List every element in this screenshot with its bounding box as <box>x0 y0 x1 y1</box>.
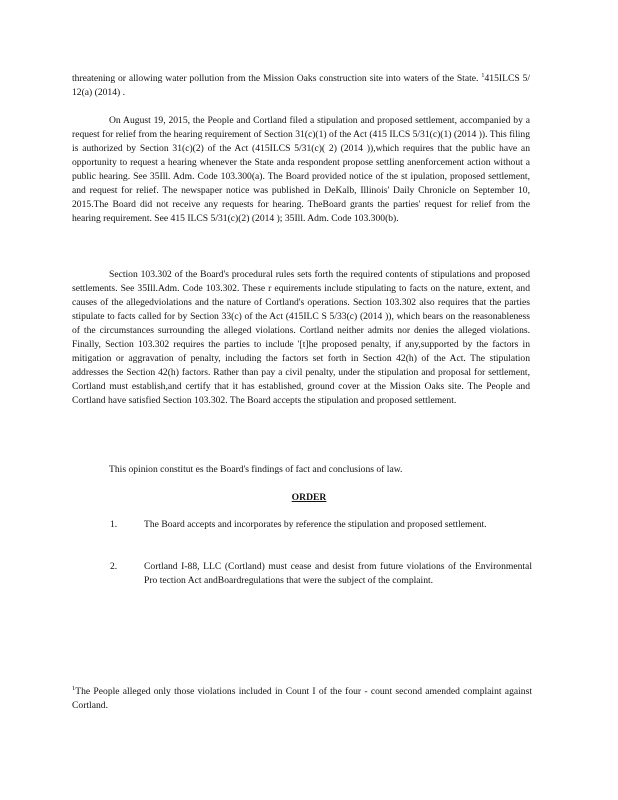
order-item-text: Cortland I-88, LLC (Cortland) must cease and desist from future violations of the Environmental Pro tection Act andBoardregulations that were the subject of the complaint. <box>144 561 532 586</box>
footnote <box>72 685 532 713</box>
paragraph-continuation <box>72 72 530 100</box>
citation-text: 415ILCS 5/ 12(a) (2014) . <box>72 73 530 98</box>
order-item-number: 2. <box>110 561 118 572</box>
paragraph-section-103-302: Section 103.302 of the Board's procedural rules sets forth the required contents of stipulations and proposed settlements. See 35Ill.Adm. Code 103.302. These r equirements include stipulating to facts on the nature, extent, and causes of the allegedviolations and the nature of Cortland's operations. Section 103.302 also requires that the parties stipulate to facts called for by Section 33(c) of the Act (415ILC S 5/33(c) (2014 )), which bears on the reasonableness of the circumstances surrounding the alleged violations. Cortland neither admits nor denies the alleged violations. Finally, Section 103.302 requires the parties to include '[t]he proposed penalty, if any,supported by the factors in mitigation or aggravation of penalty, including the factors set forth in Section 42(h) of the Act. The stipulation addresses the Section 42(h) factors. Rather than pay a civil penalty, under the stipulation and proposal for settlement, Cortland must establish,and certify that it has established, ground cover at the Mission Oaks site. The People and Cortland have satisfied Section 103.302. The Board accepts the stipulation and proposed settlement. <box>72 269 530 406</box>
paragraph-text: threatening or allowing water pollution from the Mission Oaks construction site into waters of the State. <box>72 73 482 84</box>
order-heading: ORDER <box>291 492 327 503</box>
paragraph-opinion: This opinion constitut es the Board's findings of fact and conclusions of law. <box>109 464 403 475</box>
paragraph-filing: On August 19, 2015, the People and Cortland filed a stipulation and proposed settlement, accompanied by a request for relief from the hearing requirement of Section 31(c)(1) of the Act (415 ILCS 5/31(c)(1) (2014 )). This filing is authorized by Section 31(c)(2) of the Act (415ILCS 5/31(c)( 2) (2014 )),which requires that the public have an opportunity to request a hearing whenever the State anda respondent propose settling anenforcement action without a public hearing. See 35Ill. Adm. Code 103.300(a). The Board provided notice of the st ipulation, proposed settlement, and request for relief. The newspaper notice was published in DeKalb, Illinois' Daily Chronicle on September 10, 2015.The Board did not receive any requests for hearing. TheBoard grants the parties' request for relief from the hearing requirement. See 415 ILCS 5/31(c)(2) (2014 ); 35Ill. Adm. Code 103.300(b). <box>72 115 530 224</box>
order-item-text: The Board accepts and incorporates by reference the stipulation and proposed settlement. <box>144 519 487 530</box>
footnote-text: The People alleged only those violations included in Count I of the four - count second amended complaint against Cortland. <box>72 686 532 711</box>
order-item-number: 1. <box>110 519 118 530</box>
footnote-marker: 1 <box>481 71 485 79</box>
footnote-mark: 1 <box>72 684 76 692</box>
